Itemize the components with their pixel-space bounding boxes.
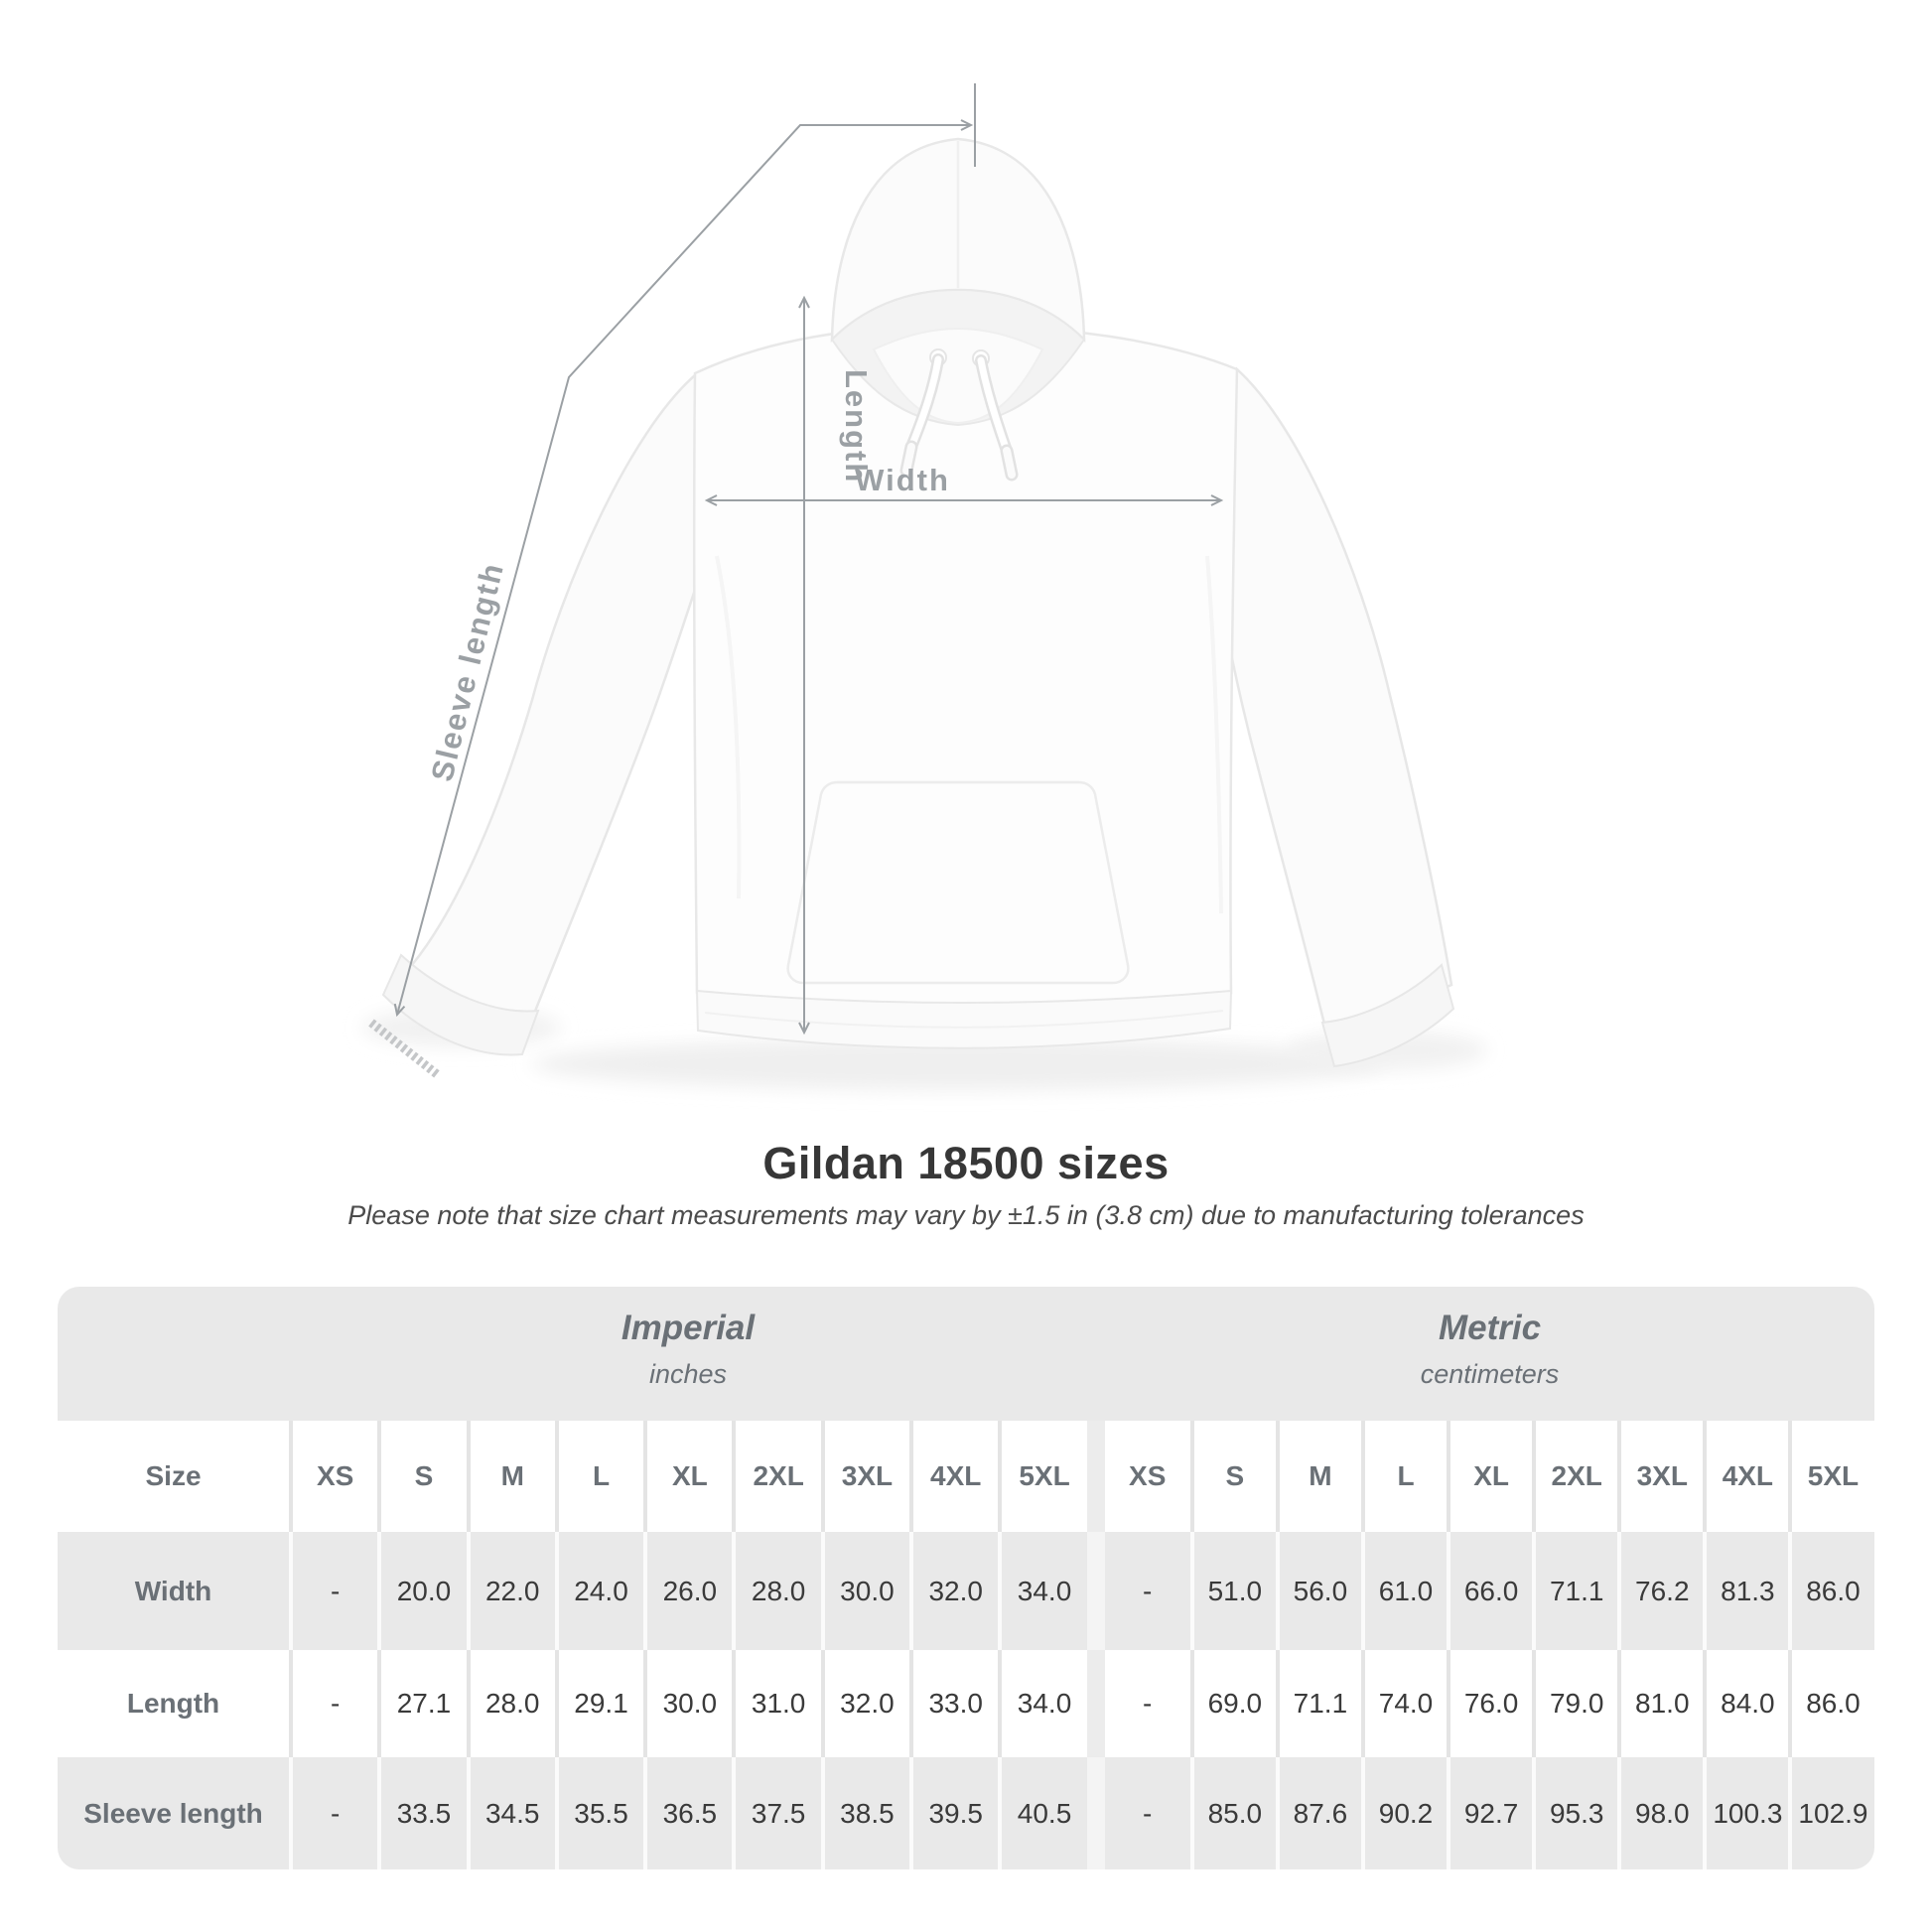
size-header-imperial-2XL: 2XL bbox=[732, 1421, 820, 1532]
sleeve-length-imperial-3XL: 38.5 bbox=[821, 1757, 909, 1869]
width-imperial-3XL: 30.0 bbox=[821, 1532, 909, 1650]
length-metric-L: 74.0 bbox=[1361, 1650, 1447, 1757]
width-metric-3XL: 76.2 bbox=[1617, 1532, 1703, 1650]
section-divider bbox=[1087, 1421, 1105, 1532]
length-row bbox=[58, 1650, 1874, 1757]
length-imperial-4XL: 33.0 bbox=[909, 1650, 998, 1757]
width-metric-S: 51.0 bbox=[1190, 1532, 1276, 1650]
hoodie-illustration bbox=[362, 139, 1487, 1090]
sleeve-length-metric-M: 87.6 bbox=[1276, 1757, 1361, 1869]
width-label: Width bbox=[855, 463, 950, 497]
sleeve-length-label: Sleeve length bbox=[83, 1797, 263, 1829]
width-imperial-5XL: 34.0 bbox=[998, 1532, 1086, 1650]
metric-label: Metric bbox=[1438, 1309, 1542, 1347]
section-divider bbox=[1087, 1757, 1105, 1869]
width-imperial-XS: - bbox=[289, 1532, 377, 1650]
width-metric-4XL: 81.3 bbox=[1703, 1532, 1788, 1650]
length-label: Length bbox=[126, 1688, 220, 1719]
metric-section-header bbox=[1105, 1309, 1874, 1390]
width-imperial-2XL: 28.0 bbox=[732, 1532, 820, 1650]
centimeters-label: centimeters bbox=[1420, 1359, 1560, 1389]
width-metric-L: 61.0 bbox=[1361, 1532, 1447, 1650]
sleeve-length-imperial-S: 33.5 bbox=[377, 1757, 466, 1869]
size-header-row bbox=[58, 1421, 1874, 1532]
kangaroo-pocket bbox=[788, 782, 1129, 983]
width-imperial-4XL: 32.0 bbox=[909, 1532, 998, 1650]
size-header-imperial-XL: XL bbox=[643, 1421, 732, 1532]
sleeve-length-imperial-M: 34.5 bbox=[467, 1757, 555, 1869]
page-title: Gildan 18500 sizes bbox=[762, 1138, 1170, 1188]
sleeve-length-metric-3XL: 98.0 bbox=[1617, 1757, 1703, 1869]
sleeve-length-imperial-4XL: 39.5 bbox=[909, 1757, 998, 1869]
section-divider bbox=[1087, 1532, 1105, 1650]
width-metric-5XL: 86.0 bbox=[1788, 1532, 1873, 1650]
size-header-imperial-L: L bbox=[555, 1421, 643, 1532]
size-header-metric-4XL: 4XL bbox=[1703, 1421, 1788, 1532]
size-header-label: Size bbox=[145, 1460, 202, 1491]
size-header-imperial-XS: XS bbox=[289, 1421, 377, 1532]
width-imperial-L: 24.0 bbox=[555, 1532, 643, 1650]
length-imperial-5XL: 34.0 bbox=[998, 1650, 1086, 1757]
sleeve-length-metric-XL: 92.7 bbox=[1447, 1757, 1532, 1869]
length-metric-M: 71.1 bbox=[1276, 1650, 1361, 1757]
sleeve-length-metric-5XL: 102.9 bbox=[1788, 1757, 1873, 1869]
sleeve-length-metric-4XL: 100.3 bbox=[1703, 1757, 1788, 1869]
length-metric-4XL: 84.0 bbox=[1703, 1650, 1788, 1757]
size-header-imperial-3XL: 3XL bbox=[821, 1421, 909, 1532]
size-header-metric-S: S bbox=[1190, 1421, 1276, 1532]
length-imperial-XL: 30.0 bbox=[643, 1650, 732, 1757]
size-header-metric-L: L bbox=[1361, 1421, 1447, 1532]
size-header-metric-5XL: 5XL bbox=[1788, 1421, 1873, 1532]
length-imperial-L: 29.1 bbox=[555, 1650, 643, 1757]
width-imperial-S: 20.0 bbox=[377, 1532, 466, 1650]
size-header-imperial-M: M bbox=[467, 1421, 555, 1532]
width-metric-XL: 66.0 bbox=[1447, 1532, 1532, 1650]
size-header-metric-XS: XS bbox=[1129, 1460, 1167, 1491]
size-header-imperial-S: S bbox=[377, 1421, 466, 1532]
length-imperial-2XL: 31.0 bbox=[732, 1650, 820, 1757]
sleeve-length-imperial-XL: 36.5 bbox=[643, 1757, 732, 1869]
right-sleeve bbox=[1211, 369, 1451, 1040]
length-metric-S: 69.0 bbox=[1190, 1650, 1276, 1757]
length-imperial-M: 28.0 bbox=[467, 1650, 555, 1757]
sleeve-length-metric-2XL: 95.3 bbox=[1532, 1757, 1617, 1869]
size-header-metric-2XL: 2XL bbox=[1532, 1421, 1617, 1532]
width-metric-XS: - bbox=[1143, 1575, 1153, 1606]
length-metric-2XL: 79.0 bbox=[1532, 1650, 1617, 1757]
inches-label: inches bbox=[648, 1359, 728, 1389]
sleeve-length-metric-XS: - bbox=[1143, 1797, 1153, 1829]
size-table bbox=[58, 1287, 1874, 1869]
size-header-metric-XL: XL bbox=[1447, 1421, 1532, 1532]
imperial-label: Imperial bbox=[621, 1309, 756, 1347]
section-divider bbox=[1087, 1650, 1105, 1757]
width-imperial-M: 22.0 bbox=[467, 1532, 555, 1650]
length-metric-5XL: 86.0 bbox=[1788, 1650, 1873, 1757]
length-metric-XL: 76.0 bbox=[1447, 1650, 1532, 1757]
length-label: Length bbox=[839, 369, 874, 484]
imperial-section-header bbox=[289, 1309, 1087, 1390]
size-header-imperial-4XL: 4XL bbox=[909, 1421, 998, 1532]
length-imperial-S: 27.1 bbox=[377, 1650, 466, 1757]
length-imperial-XS: - bbox=[289, 1650, 377, 1757]
sleeve-length-imperial-5XL: 40.5 bbox=[998, 1757, 1086, 1869]
sleeve-length-metric-L: 90.2 bbox=[1361, 1757, 1447, 1869]
size-header-metric-3XL: 3XL bbox=[1617, 1421, 1703, 1532]
sleeve-length-imperial-L: 35.5 bbox=[555, 1757, 643, 1869]
size-header-metric-M: M bbox=[1276, 1421, 1361, 1532]
length-metric-3XL: 81.0 bbox=[1617, 1650, 1703, 1757]
sleeve-length-metric-S: 85.0 bbox=[1190, 1757, 1276, 1869]
sleeve-length-imperial-2XL: 37.5 bbox=[732, 1757, 820, 1869]
size-header-imperial-5XL: 5XL bbox=[998, 1421, 1086, 1532]
tolerance-note: Please note that size chart measurements may vary by ±1.5 in (3.8 cm) due to manufacturing tolerances bbox=[347, 1200, 1585, 1230]
sleeve-length-imperial-XS: - bbox=[289, 1757, 377, 1869]
unit-band bbox=[58, 1287, 1874, 1421]
width-metric-2XL: 71.1 bbox=[1532, 1532, 1617, 1650]
sleeve-length-label: Sleeve length bbox=[424, 558, 511, 785]
length-imperial-3XL: 32.0 bbox=[821, 1650, 909, 1757]
length-metric-XS: - bbox=[1143, 1688, 1153, 1719]
width-label: Width bbox=[134, 1575, 212, 1606]
width-metric-M: 56.0 bbox=[1276, 1532, 1361, 1650]
width-row bbox=[58, 1532, 1874, 1650]
width-imperial-XL: 26.0 bbox=[643, 1532, 732, 1650]
sleeve-length-row bbox=[58, 1757, 1874, 1869]
